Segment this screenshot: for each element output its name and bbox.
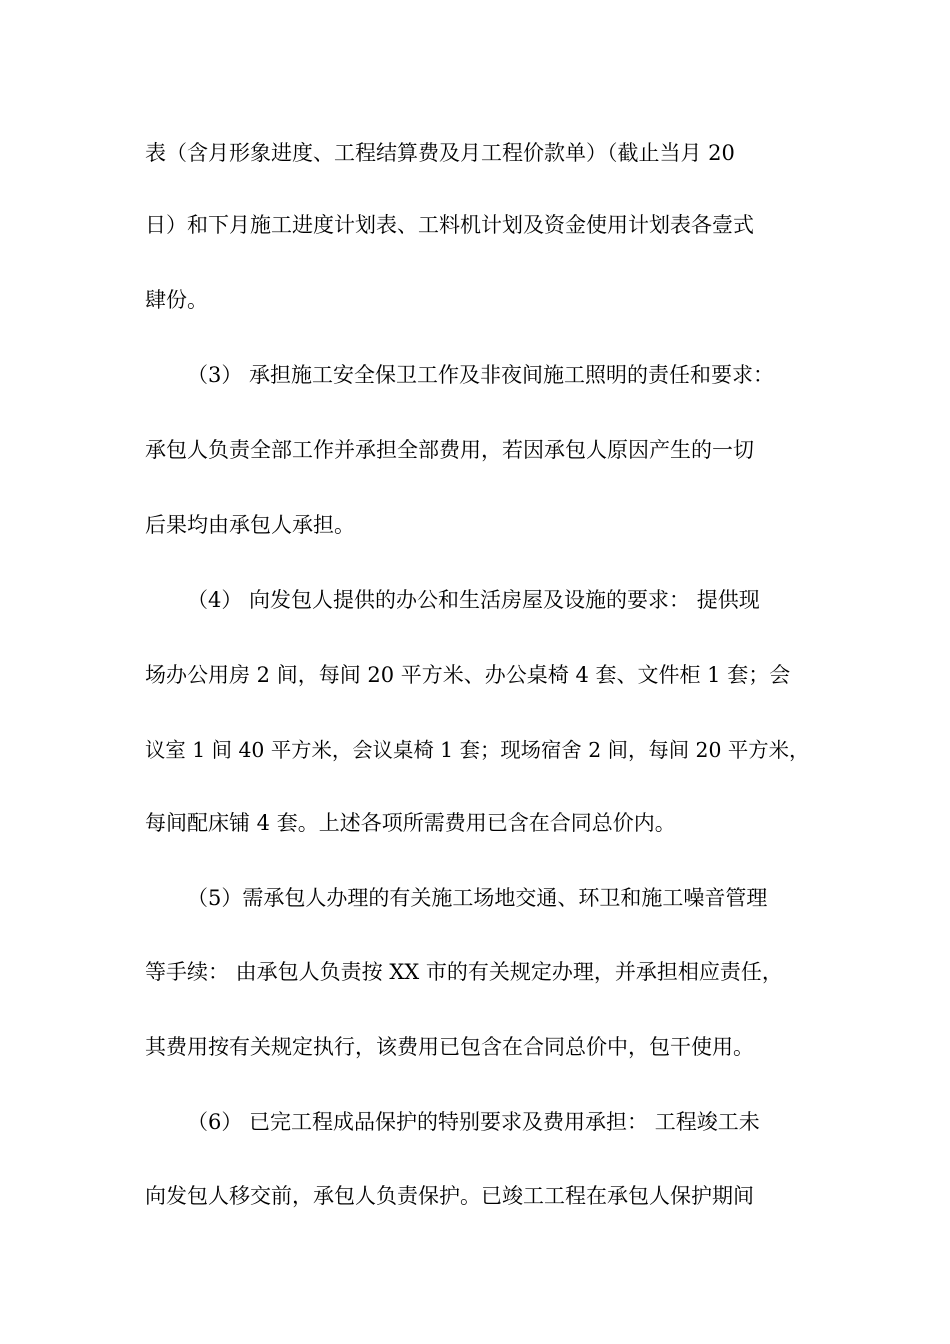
text-line-3: 肆份。 (145, 288, 208, 312)
text-line-1: 表（含月形象进度、工程结算费及月工程价款单）（截止当月 20 (145, 141, 735, 165)
text-line-9: 议室 1 间 40 平方米，会议桌椅 1 套；现场宿舍 2 间，每间 20 平方米， (145, 738, 810, 762)
text-line-10: 每间配床铺 4 套。上述各项所需费用已含在合同总价内。 (145, 811, 676, 835)
paragraph-6-heading-line: （6） 已完工程成品保护的特别要求及费用承担： 工程竣工未 (187, 1110, 760, 1134)
text-line-15: 向发包人移交前，承包人负责保护。已竣工工程在承包人保护期间 (145, 1184, 754, 1208)
paragraph-3-heading-line: （3） 承担施工安全保卫工作及非夜间施工照明的责任和要求： (187, 363, 775, 387)
text-line-2: 日）和下月施工进度计划表、工料机计划及资金使用计划表各壹式 (145, 213, 754, 237)
paragraph-5-heading-line: （5）需承包人办理的有关施工场地交通、环卫和施工噪音管理 (187, 886, 768, 910)
text-line-5: 承包人负责全部工作并承担全部费用，若因承包人原因产生的一切 (145, 438, 754, 462)
text-line-13: 其费用按有关规定执行，该费用已包含在合同总价中，包干使用。 (145, 1035, 754, 1059)
paragraph-4-heading-line: （4） 向发包人提供的办公和生活房屋及设施的要求： 提供现 (187, 588, 760, 612)
text-line-12: 等手续： 由承包人负责按 XX 市的有关规定办理，并承担相应责任， (145, 960, 783, 984)
text-line-6: 后果均由承包人承担。 (145, 513, 355, 537)
text-line-8: 场办公用房 2 间，每间 20 平方米、办公桌椅 4 套、文件柜 1 套；会 (145, 663, 791, 687)
